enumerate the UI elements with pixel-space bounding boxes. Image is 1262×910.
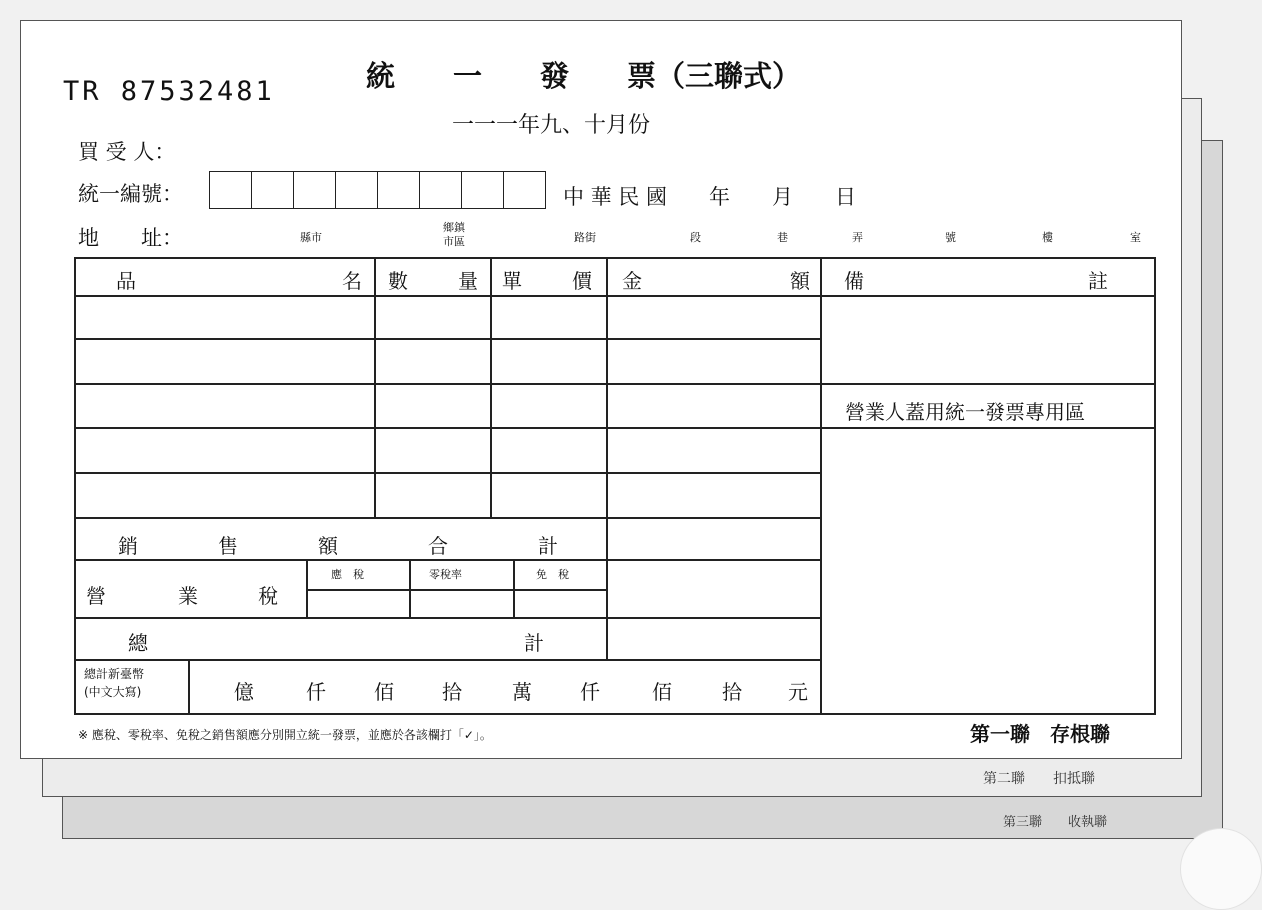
sales-total-char: 計 (538, 534, 558, 558)
chinese-total-label: 總計新臺幣 (84, 667, 145, 681)
grand-total-char: 計 (524, 631, 544, 655)
business-tax-char: 稅 (258, 584, 278, 608)
table-rule (76, 559, 820, 561)
tax-id-digit-box[interactable] (461, 171, 505, 209)
amount-unit: 拾 (442, 680, 462, 704)
address-district: 市區 (443, 235, 465, 248)
amount-unit: 萬 (512, 680, 532, 704)
amount-unit: 仟 (580, 680, 600, 704)
address-lane: 巷 (777, 231, 788, 244)
address-floor: 樓 (1042, 231, 1053, 244)
table-rule (76, 338, 820, 340)
tax-id-digit-box[interactable] (335, 171, 379, 209)
tax-id-digit-box[interactable] (251, 171, 295, 209)
table-rule (306, 589, 606, 591)
sales-total-char: 合 (428, 534, 448, 558)
tax-type-zero-rate: 零稅率 (429, 568, 462, 581)
tax-type-taxable: 應 稅 (331, 568, 364, 581)
amount-unit: 佰 (374, 680, 394, 704)
buyer-label: 買 受 人： (78, 140, 176, 164)
table-rule (76, 517, 820, 519)
table-rule (820, 259, 822, 713)
invoice-table (74, 257, 1156, 715)
copy-3-label: 第三聯 收執聯 (1003, 815, 1108, 830)
address-section: 段 (690, 231, 701, 244)
sales-total-char: 額 (318, 534, 338, 558)
sales-total-char: 銷 (118, 534, 138, 558)
footnote: ※ 應稅、零稅率、免稅之銷售額應分別開立統一發票，並應於各該欄打「✓」。 (78, 728, 492, 742)
tax-type-exempt: 免 稅 (536, 568, 569, 581)
table-rule (820, 427, 1154, 429)
stamp-area-label: 營業人蓋用統一發票專用區 (845, 400, 1085, 424)
table-rule (188, 659, 190, 713)
tax-id-label: 統一編號： (78, 182, 183, 206)
tax-id-digit-box[interactable] (419, 171, 463, 209)
amount-unit: 佰 (652, 680, 672, 704)
table-rule (306, 559, 308, 617)
address-road: 路街 (574, 231, 596, 244)
address-county-city: 縣市 (300, 231, 322, 244)
corner-shape (1180, 828, 1262, 910)
sales-total-char: 售 (218, 534, 238, 558)
table-rule (76, 383, 1154, 385)
tax-id-boxes[interactable] (210, 171, 546, 209)
header-item-2: 名 (342, 269, 362, 293)
header-qty-1: 數 (388, 269, 408, 293)
table-rule (76, 427, 820, 429)
grand-total-char: 總 (128, 631, 148, 655)
header-qty-2: 量 (458, 269, 478, 293)
tax-id-digit-box[interactable] (503, 171, 547, 209)
amount-unit: 元 (788, 680, 808, 704)
address-alley: 弄 (852, 231, 863, 244)
business-tax-char: 業 (178, 584, 198, 608)
header-item-1: 品 (116, 269, 136, 293)
header-remark-1: 備 (844, 269, 864, 293)
amount-unit: 拾 (722, 680, 742, 704)
table-rule (513, 559, 515, 617)
address-number: 號 (945, 231, 956, 244)
invoice-number: TR 87532481 (63, 76, 275, 107)
address-room: 室 (1130, 231, 1141, 244)
header-amount-2: 額 (790, 269, 810, 293)
address-township: 鄉鎮 (443, 221, 465, 234)
header-amount-1: 金 (622, 269, 642, 293)
header-price-1: 單 (502, 269, 522, 293)
business-tax-char: 營 (86, 584, 106, 608)
table-rule (76, 295, 1154, 297)
table-rule (374, 259, 376, 517)
invoice-period: 一一一年九、十月份 (452, 113, 651, 138)
tax-id-digit-box[interactable] (293, 171, 337, 209)
chinese-total-label: (中文大寫) (84, 685, 142, 699)
header-remark-2: 註 (1088, 269, 1108, 293)
table-rule (606, 259, 608, 659)
header-price-2: 價 (572, 269, 592, 293)
tax-id-digit-box[interactable] (209, 171, 253, 209)
tax-id-digit-box[interactable] (377, 171, 421, 209)
table-rule (409, 559, 411, 617)
table-rule (76, 617, 820, 619)
amount-unit: 億 (234, 680, 254, 704)
date-label: 中 華 民 國 年 月 日 (563, 185, 857, 209)
copy-1-label: 第一聯 存根聯 (970, 722, 1110, 746)
invoice-title: 統 一 發 票（三聯式） (366, 59, 802, 93)
amount-unit: 仟 (306, 680, 326, 704)
address-label: 地 址： (78, 226, 183, 250)
table-rule (76, 472, 820, 474)
table-rule (490, 259, 492, 517)
copy-2-label: 第二聯 扣抵聯 (983, 771, 1095, 787)
